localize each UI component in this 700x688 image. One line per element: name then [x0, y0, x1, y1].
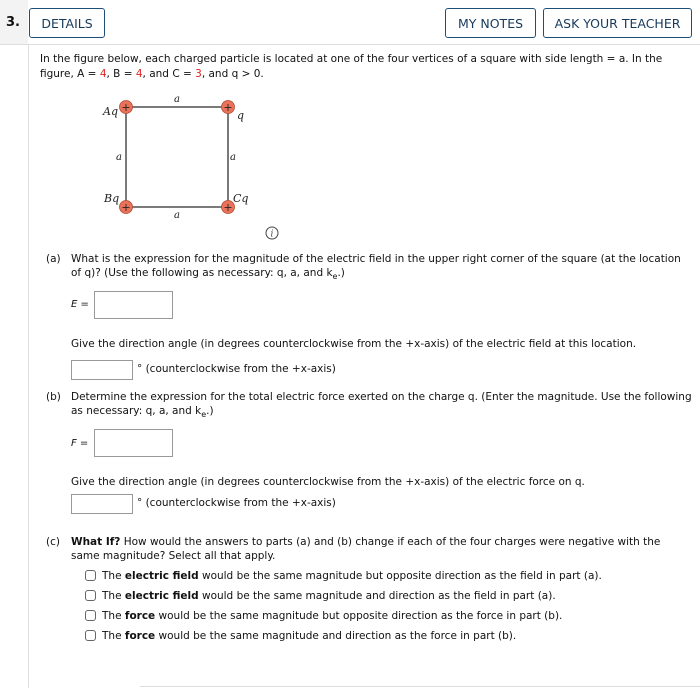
ask-teacher-button[interactable]: ASK YOUR TEACHER	[543, 8, 692, 38]
charge-top-left	[120, 101, 133, 115]
e-field-angle-input[interactable]	[71, 360, 133, 380]
intro-line-2: figure, A = 4, B = 4, and C = 3, and q > 0.	[40, 68, 264, 80]
part-b-question-2: as necessary: q, a, and $k_e$.)	[71, 405, 214, 420]
left-divider	[28, 44, 29, 688]
side-label-top: a	[174, 94, 180, 105]
option-4-label[interactable]: The force would be the same magnitude and direction as the force in part (b).	[102, 630, 517, 642]
square-outline	[126, 107, 228, 207]
e-field-input[interactable]	[94, 291, 173, 319]
info-icon-glyph: i	[270, 229, 274, 240]
option-3-checkbox[interactable]	[85, 610, 96, 621]
label-bottom-left: Bq	[104, 192, 120, 205]
part-b-direction-prompt: Give the direction angle (in degrees counterclockwise from the +x-axis) of the electric force on q.	[71, 476, 585, 488]
info-icon[interactable]	[265, 226, 279, 240]
charge-top-right	[222, 101, 235, 115]
force-angle-input[interactable]	[71, 494, 133, 514]
option-1-checkbox[interactable]	[85, 570, 96, 581]
value-A: 4	[99, 68, 107, 80]
header-divider	[0, 44, 700, 45]
part-a-direction-prompt: Give the direction angle (in degrees counterclockwise from the +x-axis) of the electric field at this location.	[71, 338, 637, 350]
option-1-label[interactable]: The electric field would be the same magnitude but opposite direction as the field in part (a).	[102, 570, 602, 582]
force-input[interactable]	[94, 429, 173, 457]
side-label-right: a	[230, 152, 236, 163]
side-label-bottom: a	[174, 210, 180, 220]
square-charge-figure	[95, 90, 260, 220]
part-a-direction-unit: ° (counterclockwise from the +x-axis)	[137, 363, 336, 375]
part-b-direction-unit: ° (counterclockwise from the +x-axis)	[137, 497, 336, 509]
label-top-left: Aq	[103, 105, 118, 118]
label-top-right: q	[237, 109, 245, 122]
value-B: 4	[135, 68, 143, 80]
intro-line-1: In the figure below, each charged particle is located at one of the four vertices of a square with side length = a. In the	[40, 53, 663, 65]
option-3-label[interactable]: The force would be the same magnitude but opposite direction as the force in part (b).	[102, 610, 563, 622]
part-c-question-1: What If? How would the answers to parts (a) and (b) change if each of the four charges were negative with the	[71, 536, 661, 548]
option-2-checkbox[interactable]	[85, 590, 96, 601]
charge-bottom-left	[120, 201, 133, 215]
my-notes-button[interactable]: MY NOTES	[445, 8, 536, 38]
details-button[interactable]: DETAILS	[29, 8, 105, 38]
part-a-question-1: What is the expression for the magnitude of the electric field in the upper right corner of the square (at the location	[71, 253, 681, 265]
part-a-question-2: of q)? (Use the following as necessary: q, a, and $k_e$.)	[71, 267, 345, 282]
question-number: 3.	[6, 15, 20, 30]
charge-sign-bl: +	[121, 201, 131, 214]
part-b-question-1: Determine the expression for the total electric force exerted on the charge q. (Enter the magnitude. Use the following	[71, 391, 692, 403]
value-C: 3	[195, 68, 202, 80]
label-bottom-right: Cq	[233, 192, 249, 205]
charge-sign-tl: +	[121, 101, 131, 114]
part-b-letter: (b)	[46, 391, 61, 403]
side-label-left: a	[116, 152, 122, 163]
e-field-label: E =	[71, 299, 89, 310]
charge-sign-br: +	[223, 201, 233, 214]
part-c-question-2: same magnitude? Select all that apply.	[71, 550, 276, 562]
charge-sign-tr: +	[223, 101, 233, 114]
force-label: F =	[71, 438, 89, 449]
bottom-divider	[140, 686, 700, 687]
part-c-letter: (c)	[46, 536, 60, 548]
option-4-checkbox[interactable]	[85, 630, 96, 641]
option-2-label[interactable]: The electric field would be the same magnitude and direction as the field in part (a).	[102, 590, 556, 602]
part-a-letter: (a)	[46, 253, 61, 265]
